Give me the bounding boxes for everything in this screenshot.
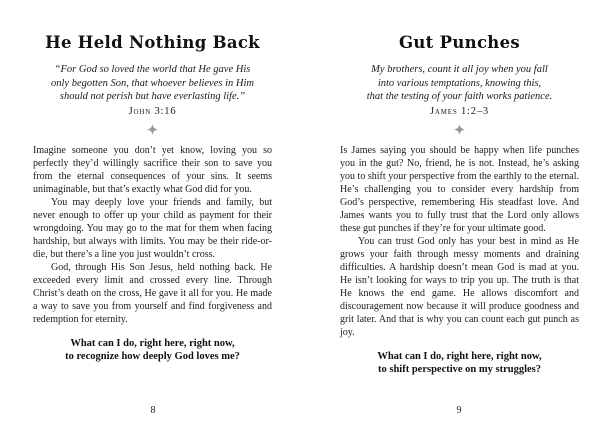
question-line: to shift perspective on my struggles? [377, 364, 542, 375]
scripture-reference: James 1:2–3 [430, 105, 489, 117]
paragraph: Imagine someone you don’t yet know, loving you so perfectly they’d willingly sacrifice their son to save you from the eternal consequences of your sins. It seems unimaginable, but that’s exactly what God did for you. [33, 144, 272, 195]
four-pointed-star-icon [146, 123, 159, 136]
reflection-question [340, 350, 579, 377]
question-line: What can I do, right here, right now, [377, 350, 542, 362]
page-number: 8 [150, 405, 156, 416]
page-title: He Held Nothing Back [45, 33, 260, 52]
devotional-body [33, 144, 272, 326]
right-page [306, 0, 612, 432]
quote-line: only begotten Son, that whoever believes in Him [51, 77, 254, 89]
paragraph: You may deeply love your friends and family, but never enough to offer up your child as payment for their wrongdoing. You may go to the mat for them when facing hardship, but always with limits. You may be their ride-or-die, but there’s a line you just wouldn’t cross. [33, 196, 272, 260]
scripture-reference: John 3:16 [128, 105, 177, 117]
reflection-question [33, 337, 272, 364]
quote-line: should not perish but have everlasting life.” [59, 91, 246, 102]
quote-line: into various temptations, knowing this, [377, 77, 542, 89]
devotional-body [340, 144, 579, 339]
section-divider [33, 123, 272, 137]
scripture-quote [340, 63, 579, 104]
page-number: 9 [456, 405, 462, 416]
quote-line: that the testing of your faith works patience. [366, 91, 553, 102]
quote-line: “For God so loved the world that He gave His [54, 64, 251, 75]
section-divider [340, 123, 579, 137]
question-line: What can I do, right here, right now, [70, 337, 235, 349]
scripture-quote [33, 63, 272, 104]
paragraph: Is James saying you should be happy when life punches you in the gut? No, friend, he is not. Instead, he’s asking you to shift your perspective from the earthly to the eternal. He’s challenging you to consider every hardship from God’s perspective, remembering His steadfast love. And James wants you to fully trust that the Lord only allows these gut punches if they’re for your ultimate good. [340, 144, 579, 234]
quote-line: My brothers, count it all joy when you fall [371, 64, 548, 75]
question-line: to recognize how deeply God loves me? [65, 351, 240, 362]
paragraph: God, through His Son Jesus, held nothing back. He exceeded every limit and crossed every line. Through Christ’s death on the cross, He gave it all for you. He made a way to save you from yourself and find forgiveness and redemption for eternity. [33, 261, 272, 325]
page-title: Gut Punches [399, 33, 520, 52]
four-pointed-star-icon [453, 123, 466, 136]
paragraph: You can trust God only has your best in mind as He grows your faith through messy moments and draining difficulties. A hardship doesn’t mean God is mad at you. He isn’t looking for ways to trip you up. The truth is that He knows the end game. He allows discomfort and discouragement now because it will produce goodness and grit later. And that is why you can count each gut punch as joy. [340, 235, 579, 338]
